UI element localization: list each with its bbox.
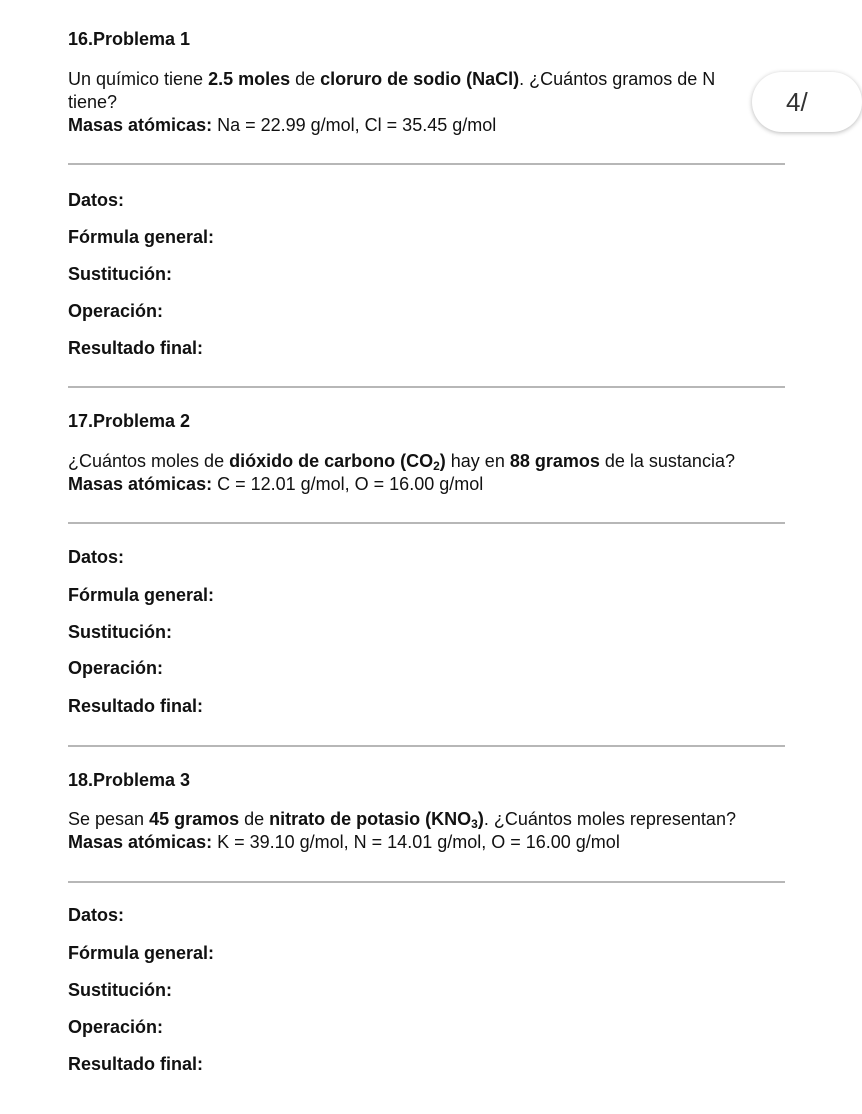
q3-subscript: 3 [471,817,478,831]
operacion-label: Operación: [68,658,164,678]
resultado-label: Resultado final: [68,696,204,716]
q1-bold-2: cloruro de sodio (NaCl) [320,69,520,89]
problem-3-masses [68,831,620,853]
formula-label: Fórmula general: [68,227,215,247]
problem-1-question-line2: tiene? [68,92,118,112]
problem-3-question [68,808,736,830]
problem-3-title: 18.Problema 3 [68,770,191,790]
sustitucion-label: Sustitución: [68,264,172,284]
divider [68,745,785,747]
problem-1-question [68,68,715,90]
masses-label: Masas atómicas: [68,115,213,135]
masses-values: K = 39.10 g/mol, N = 14.01 g/mol, O = 16.00 g/mol [212,832,620,852]
q3-text-1: Se pesan [68,809,150,829]
masses-values: Na = 22.99 g/mol, Cl = 35.45 g/mol [212,115,497,135]
q3-bold-2: nitrato de potasio $(KNO_3)$ [269,809,484,831]
q3-text-3: . ¿Cuántos moles representan? [483,809,736,829]
q1-bold-1: 2.5 moles [208,69,291,89]
datos-label: Datos: [68,190,125,210]
problem-2-question [68,450,735,472]
page-indicator [752,72,862,132]
divider [68,881,785,883]
datos-label: Datos: [68,547,125,567]
q3-text-2: de [239,809,270,829]
datos-label: Datos: [68,905,125,925]
q2-text-3: de la sustancia? [599,451,735,471]
q2-subscript: 2 [433,459,440,473]
divider [68,163,785,165]
operacion-label: Operación: [68,1017,164,1037]
problem-1-title: 16.Problema 1 [68,29,191,49]
q3-bold-1: 45 gramos [149,809,240,829]
formula-label: Fórmula general: [68,585,215,605]
masses-label: Masas atómicas: [68,474,213,494]
sustitucion-label: Sustitución: [68,622,172,642]
problem-2-masses [68,473,483,495]
divider [68,386,785,388]
resultado-label: Resultado final: [68,338,204,358]
sustitucion-label: Sustitución: [68,980,172,1000]
q1-text-3: . ¿Cuántos gramos de N [519,69,716,89]
formula-label: Fórmula general: [68,943,215,963]
q2-text-1: ¿Cuántos moles de [68,451,230,471]
q2-text-2: hay en [445,451,510,471]
problem-1-masses [68,114,496,136]
page-number: 4/ [786,87,808,117]
q1-text-1: Un químico tiene [68,69,209,89]
operacion-label: Operación: [68,301,164,321]
q2-bold-1: dióxido de carbono $(CO_2)$ [229,451,446,473]
masses-label: Masas atómicas: [68,832,213,852]
q1-text-2: de [290,69,321,89]
q2-bold-2: 88 gramos [509,451,600,471]
divider [68,522,785,524]
resultado-label: Resultado final: [68,1054,204,1074]
masses-values: C = 12.01 g/mol, O = 16.00 g/mol [212,474,484,494]
problem-2-title: 17.Problema 2 [68,411,191,431]
